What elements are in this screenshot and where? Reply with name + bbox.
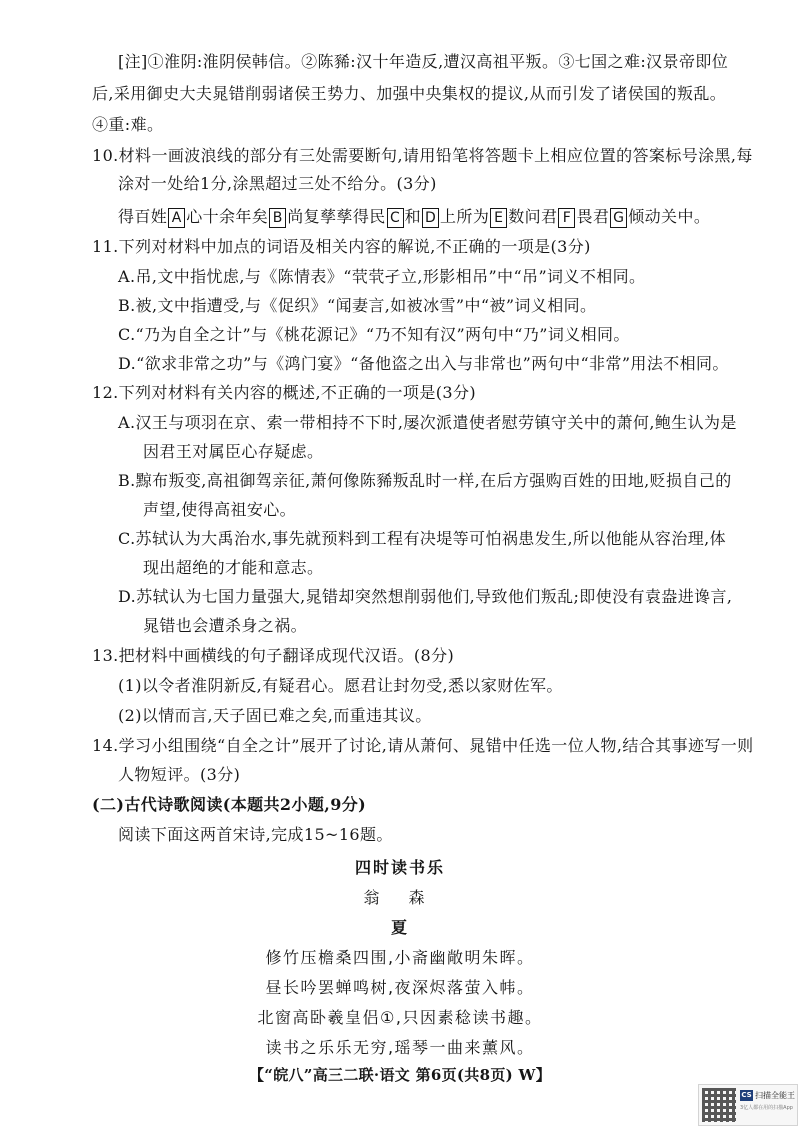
q10-seg-3: 和 (404, 207, 422, 226)
poem-title: 四时读书乐 (354, 858, 445, 877)
q12-option-a-line-1: A.汉王与项羽在京、索一带相持不下时,屡次派遣使者慰劳镇守关中的萧何,鲍生认为是 (118, 413, 737, 432)
q11-stem: 11.下列对材料中加点的词语及相关内容的解说,不正确的一项是(3分) (92, 237, 591, 256)
q10-seg-6: 畏君 (576, 207, 610, 226)
scanner-app-name: 扫描全能王 (755, 1091, 795, 1100)
poem-author: 翁 森 (363, 888, 437, 907)
q14-stem-line-1: 14.学习小组围绕“自全之计”展开了讨论,请从萧何、晁错中任选一位人物,结合其事迹写一则 (92, 736, 754, 755)
q14-stem-line-2: 人物短评。(3分) (118, 765, 241, 784)
q10-seg-0: 得百姓 (118, 207, 168, 226)
poem-season: 夏 (390, 918, 409, 937)
q12-stem: 12.下列对材料有关内容的概述,不正确的一项是(3分) (92, 383, 476, 402)
q12-option-b-line-2: 声望,使得高祖安心。 (143, 500, 297, 519)
q12-option-d-line-2: 晁错也会遭杀身之祸。 (143, 616, 308, 635)
answer-box-g[interactable]: G (610, 208, 627, 228)
q10-stem-line-1: 10.材料一画波浪线的部分有三处需要断句,请用铅笔将答题卡上相应位置的答案标号涂黑,每 (92, 146, 753, 165)
poem-line-4: 读书之乐乐无穷,瑶琴一曲来薰风。 (265, 1038, 535, 1057)
q10-stem-line-2: 涂对一处给1分,涂黑超过三处不给分。(3分) (118, 174, 437, 193)
q11-option-c: C.“乃为自全之计”与《桃花源记》“乃不知有汉”两句中“乃”词义相同。 (118, 325, 630, 344)
q10-seg-7: 倾动关中。 (628, 207, 711, 226)
answer-box-d[interactable]: D (422, 208, 439, 228)
note-line-3: ④重:难。 (92, 115, 164, 134)
section-intro: 阅读下面这两首宋诗,完成15~16题。 (118, 825, 393, 844)
answer-box-e[interactable]: E (490, 208, 507, 228)
qr-code-icon (702, 1088, 736, 1122)
page-footer: 【“皖八”高三二联·语文 第6页(共8页) W】 (248, 1066, 552, 1084)
q13-sentence-1: (1)以令者淮阴新反,有疑君心。愿君让封勿受,悉以家财佐军。 (118, 676, 563, 695)
q10-sentence (118, 206, 710, 228)
answer-box-b[interactable]: B (269, 208, 286, 228)
scanner-logo-icon: CS (741, 1091, 752, 1099)
q12-option-b-line-1: B.黥布叛变,高祖御驾亲征,萧何像陈豨叛乱时一样,在后方强购百姓的田地,贬损自己的 (118, 471, 732, 490)
q12-option-a-line-2: 因君王对属臣心存疑虑。 (143, 442, 324, 461)
poem-line-1: 修竹压檐桑四围,小斋幽敞明朱晖。 (265, 948, 535, 967)
q11-option-a: A.吊,文中指忧虑,与《陈情表》“茕茕孑立,形影相吊”中“吊”词义不相同。 (118, 267, 646, 286)
answer-box-c[interactable]: C (387, 208, 404, 228)
q10-seg-4: 上所为 (440, 207, 490, 226)
q10-seg-1: 心十余年矣 (186, 207, 269, 226)
scanner-tagline: 3亿人都在用的扫描App (740, 1105, 793, 1111)
q13-sentence-2: (2)以情而言,天子固已难之矣,而重违其议。 (118, 706, 432, 725)
q13-stem: 13.把材料中画横线的句子翻译成现代汉语。(8分) (92, 646, 455, 665)
poem-line-2: 昼长吟罢蝉鸣树,夜深烬落萤入帏。 (265, 978, 535, 997)
note-line-1: [注]①淮阴:淮阴侯韩信。②陈豨:汉十年造反,遭汉高祖平叛。③七国之难:汉景帝即位 (118, 52, 729, 71)
q11-option-b: B.被,文中指遭受,与《促织》“闻妻言,如被冰雪”中“被”词义相同。 (118, 296, 597, 315)
scanner-watermark (698, 1084, 798, 1126)
answer-box-a[interactable]: A (168, 208, 185, 228)
section-heading: (二)古代诗歌阅读(本题共2小题,9分) (92, 795, 367, 814)
answer-box-f[interactable]: F (558, 208, 575, 228)
poem-line-3: 北窗高卧羲皇侣①,只因素稔读书趣。 (257, 1008, 543, 1027)
q12-option-c-line-1: C.苏轼认为大禹治水,事先就预料到工程有决堤等可怕祸患发生,所以他能从容治理,体 (118, 529, 727, 548)
q12-option-d-line-1: D.苏轼认为七国力量强大,晁错却突然想削弱他们,导致他们叛乱;即使没有袁盎进谗言, (118, 587, 733, 606)
q10-seg-5: 数问君 (508, 207, 558, 226)
q11-option-d: D.“欲求非常之功”与《鸿门宴》“备他盗之出入与非常也”两句中“非常”用法不相同。 (118, 354, 729, 373)
q12-option-c-line-2: 现出超绝的才能和意志。 (143, 558, 324, 577)
q10-seg-2: 尚复孳孳得民 (287, 207, 386, 226)
note-line-2: 后,采用御史大夫晁错削弱诸侯王势力、加强中央集权的提议,从而引发了诸侯国的叛乱。 (92, 84, 727, 103)
